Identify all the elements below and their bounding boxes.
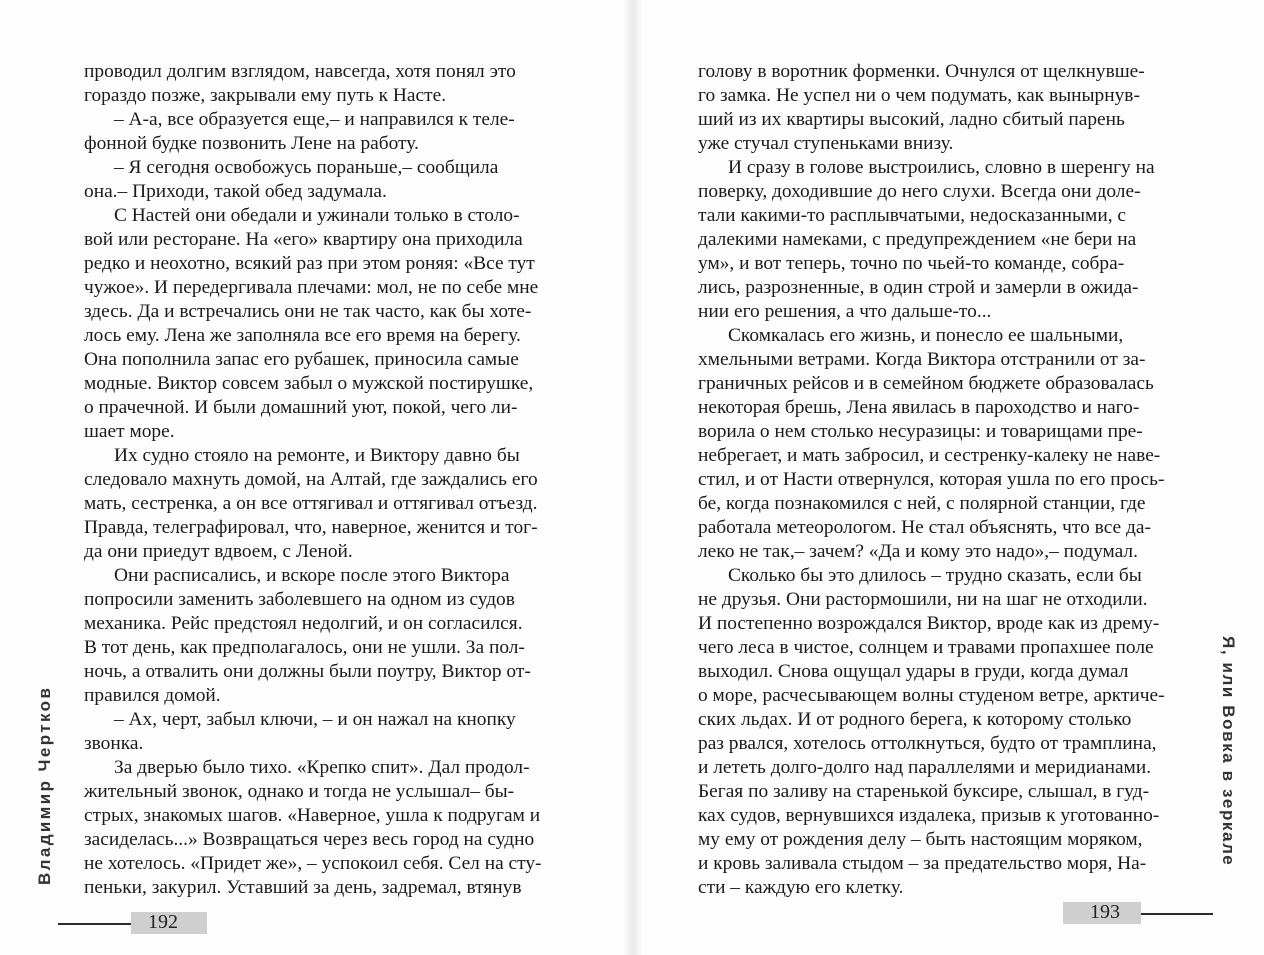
text-line: лось ему. Лена же заполняла все его время на берегу. [84,325,521,346]
text-line: и лететь долго-долго над параллелями и меридианами. [698,757,1152,778]
right-page [632,0,1264,955]
text-line: ночь, а отвалить они должны были поутру, Виктор от- [84,661,531,682]
text-line: проводил долгим взглядом, навсегда, хотя понял это [84,61,516,82]
text-line: го замка. Не успел ни о чем подумать, как вынырнув- [698,85,1140,106]
right-running-head: Я, или Вовка в зеркале [1219,636,1238,867]
text-line: раз рвался, хотелось оттолкнуться, будто от трамплина, [698,733,1157,754]
text-line: Они расписались, и вскоре после этого Виктора [114,565,510,586]
text-line: Скомкалась его жизнь, и понесло ее шальными, [728,325,1124,346]
text-line: модные. Виктор совсем забыл о мужской постирушке, [84,373,534,394]
right-folio-rule [1141,913,1213,915]
text-line: жительный звонок, однако и тогда не услышал– бы- [84,781,515,802]
text-line: И постепенно возрождался Виктор, вроде как из дрему- [698,613,1160,634]
text-line: не друзья. Они растормошили, ни на шаг не отходили. [698,589,1148,610]
text-line: граничных рейсов и в семейном бюджете образовалась [698,373,1154,394]
text-line: – А-а, все образуется еще,– и направился к теле- [114,109,515,130]
text-line: поверку, доходившие до него слухи. Всегда они доле- [698,181,1141,202]
text-line: далекими намеками, с предупреждением «не бери на [698,229,1137,250]
text-line: голову в воротник форменки. Очнулся от щелкнувше- [698,61,1145,82]
text-line: гораздо позже, закрывали ему путь к Насте. [84,85,447,106]
text-line: ум», и вот теперь, точно по чьей-то команде, собра- [698,253,1125,274]
text-line: звонка. [84,733,144,754]
text-line: За дверью было тихо. «Крепко спит». Дал продол- [114,757,530,778]
text-line: уже стучал ступеньками внизу. [698,133,954,154]
text-line: она.– Приходи, такой обед задумала. [84,181,387,202]
text-line: засиделась...» Возвращаться через весь город на судно [84,829,535,850]
text-line: вой или ресторане. На «его» квартиру она приходила [84,229,523,250]
text-line: чужое». И передергивала плечами: мол, не по себе мне [84,277,539,298]
text-line: правился домой. [84,685,221,706]
text-line: – Ах, черт, забыл ключи, – и он нажал на кнопку [114,709,516,730]
left-folio [58,912,208,934]
text-line: небрегает, и мать забросил, и сестренку-калеку не наве- [698,445,1161,466]
text-line: Правда, телеграфировал, что, наверное, женится и тог- [84,517,538,538]
text-line: механика. Рейс предстоял недолгий, и он согласился. [84,613,523,634]
text-line: здесь. Да и встречались они не так часто, как бы хоте- [84,301,532,322]
text-line: не хотелось. «Придет же», – успокоил себя. Сел на сту- [84,853,542,874]
left-folio-rule [58,923,131,925]
text-line: попросили заменить заболевшего на одном из судов [84,589,515,610]
text-line: о море, расчесывающем волны студеном ветре, арктиче- [698,685,1165,706]
text-line: стил, и от Насти отвернулся, которая ушла по его прось- [698,469,1165,490]
text-line: С Настей они обедали и ужинали только в столо- [114,205,520,226]
text-line: чего леса в чистое, солнцем и травами пропахшее поле [698,637,1154,658]
text-line: – Я сегодня освобожусь пораньше,– сообщила [114,157,499,178]
left-running-head: Владимир Чертков [35,685,54,885]
text-line: выходил. Снова ощущал удары в груди, когда думал [698,661,1129,682]
text-line: сти – каждую его клетку. [698,877,904,898]
text-line: и кровь заливала стыдом – за предательство моря, На- [698,853,1147,874]
text-line: хмельными ветрами. Когда Виктора отстранили от за- [698,349,1146,370]
text-line: Сколько бы это длилось – трудно сказать, если бы [728,565,1142,586]
left-page-number: 192 [148,911,178,933]
text-line: о прачечной. И были домашний уют, покой, чего ли- [84,397,518,418]
text-line: пеньки, закурил. Уставший за день, задремал, втянув [84,877,522,898]
right-page-number: 193 [1090,901,1120,923]
text-line: стрых, знакомых шагов. «Наверное, ушла к подругам и [84,805,541,826]
text-line: Она пополнила запас его рубашек, приносила самые [84,349,519,370]
right-folio [1063,902,1213,924]
text-line: фонной будке позвонить Лене на работу. [84,133,419,154]
text-line: следовало махнуть домой, на Алтай, где заждались его [84,469,538,490]
text-line: нии его решения, а что дальше-то... [698,301,992,322]
text-line: мать, сестренка, а он все оттягивал и оттягивал отъезд. [84,493,538,514]
text-line: леко не так,– зачем? «Да и кому это надо»,– подумал. [698,541,1138,562]
text-line: И сразу в голове выстроились, словно в шеренгу на [728,157,1155,178]
right-page-text [698,60,1195,900]
text-line: Их судно стояло на ремонте, и Виктору давно бы [114,445,520,466]
text-line: ший из их квартиры высокий, ладно сбитый парень [698,109,1125,130]
text-line: бе, когда познакомился с ней, с полярной станции, где [698,493,1146,514]
text-line: редко и неохотно, всякий раз при этом роняя: «Все тут [84,253,535,274]
text-line: некоторая брешь, Лена явилась в пароходство и наго- [698,397,1140,418]
text-line: му ему от рождения делу – быть настоящим моряком, [698,829,1143,850]
text-line: ских льдах. И от родного берега, к которому столько [698,709,1132,730]
text-line: тали какими-то расплывчатыми, недосказанными, с [698,205,1127,226]
text-line: ках судов, вернувшихся издалека, призыв к уготованно- [698,805,1160,826]
text-line: ворила о нем столько несуразицы: и товарищами пре- [698,421,1143,442]
text-line: Бегая по заливу на старенькой буксире, слышал, в гуд- [698,781,1150,802]
text-line: лись, разрозненные, в один строй и замерли в ожида- [698,277,1139,298]
text-line: работала метеорологом. Не стал объяснять, что все да- [698,517,1151,538]
text-line: шает море. [84,421,175,442]
text-line: да они приедут вдвоем, с Леной. [84,541,353,562]
left-page-text [84,60,570,900]
text-line: В тот день, как предполагалось, они не ушли. За пол- [84,637,525,658]
